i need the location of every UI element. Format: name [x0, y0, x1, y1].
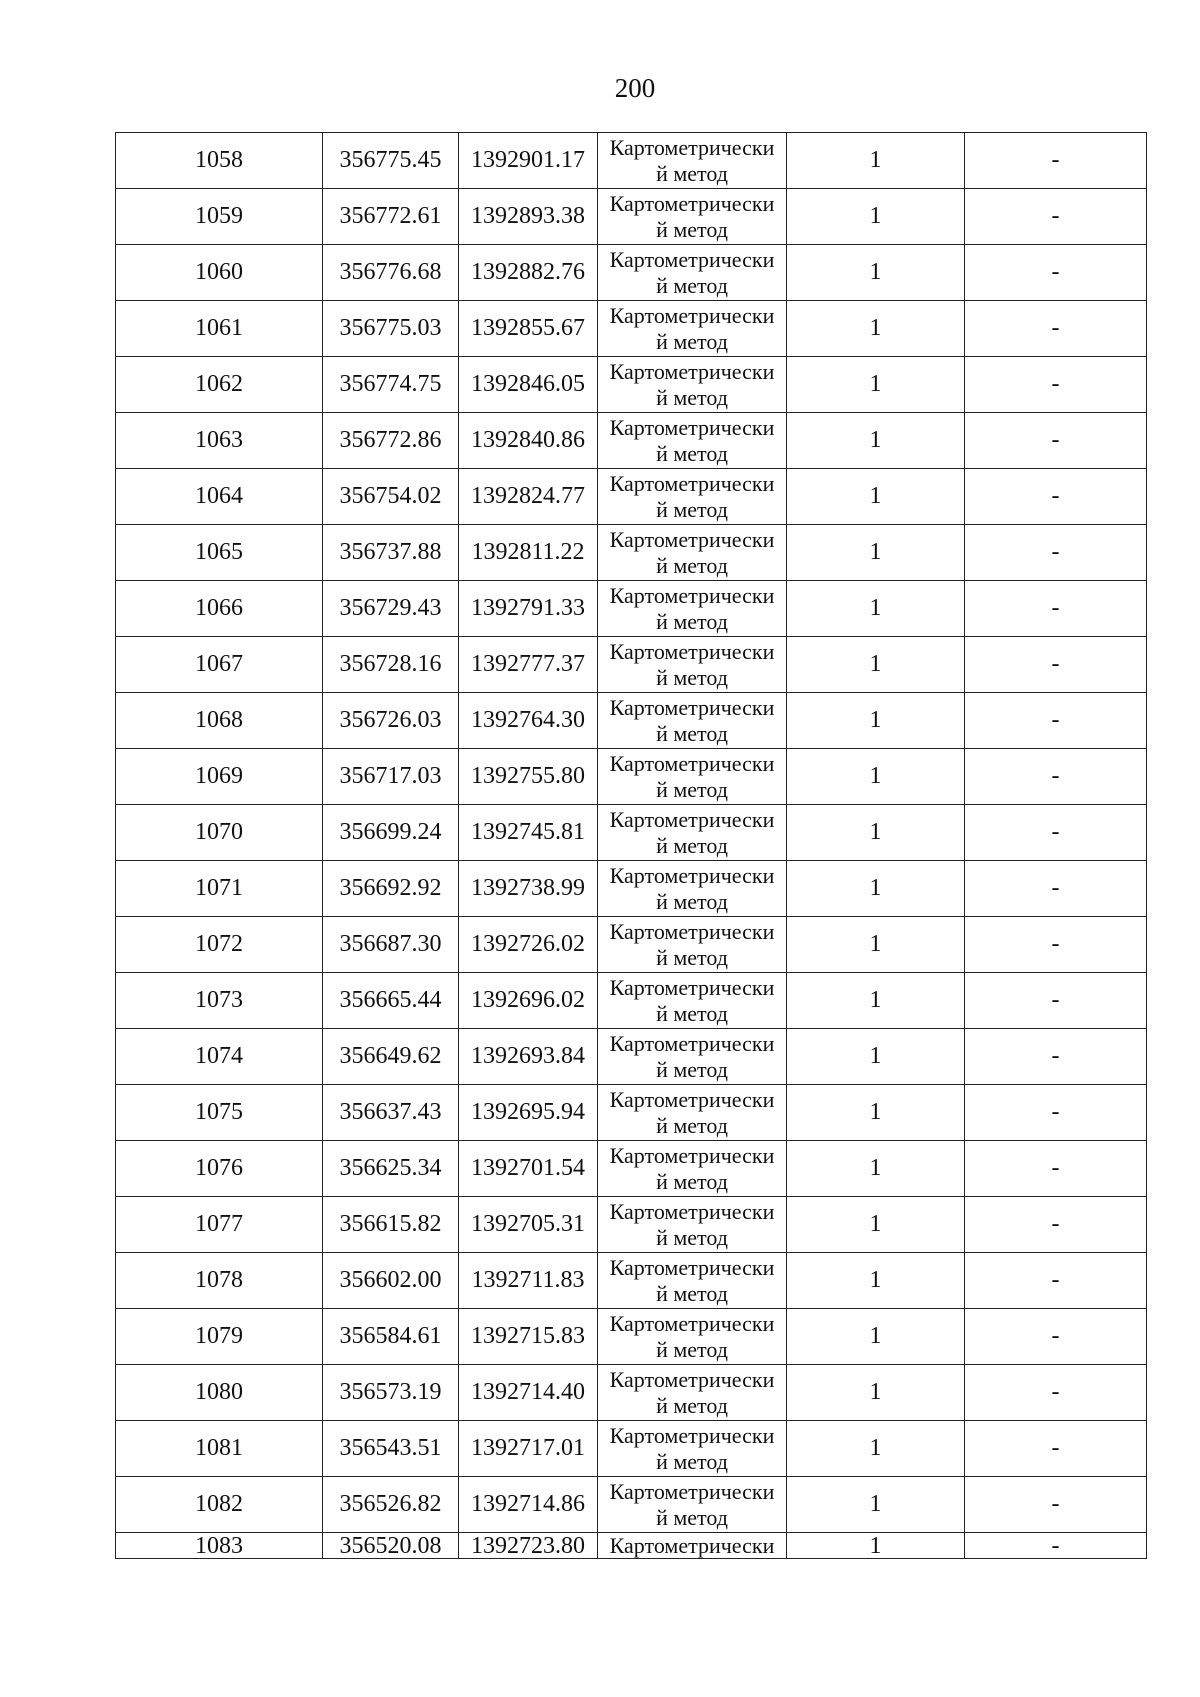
- table-row: [116, 189, 1147, 245]
- method-cell: [598, 1141, 787, 1197]
- method-cell: [598, 133, 787, 189]
- method-line-1: Картометрически: [609, 190, 775, 216]
- point-number-cell: 1063: [116, 413, 323, 469]
- table-row: [116, 637, 1147, 693]
- method-line-1: Картометрически: [609, 470, 775, 496]
- method-line-2: й метод: [656, 552, 728, 578]
- table-row: [116, 1421, 1147, 1477]
- y-coordinate-cell: 1392840.86: [459, 413, 598, 469]
- point-number-cell: 1076: [116, 1141, 323, 1197]
- note-cell: -: [965, 133, 1147, 189]
- note-cell: -: [965, 1309, 1147, 1365]
- method-cell: [598, 413, 787, 469]
- point-number-cell: 1067: [116, 637, 323, 693]
- method-cell: [598, 1365, 787, 1421]
- method-cell: [598, 189, 787, 245]
- accuracy-cell: 1: [787, 301, 965, 357]
- x-coordinate-cell: 356615.82: [323, 1197, 459, 1253]
- method-line-1: Картометрически: [609, 806, 775, 832]
- table-row: [116, 1477, 1147, 1533]
- method-cell: [598, 1085, 787, 1141]
- note-cell: -: [965, 1253, 1147, 1309]
- point-number-cell: 1072: [116, 917, 323, 973]
- table-row: [116, 1365, 1147, 1421]
- point-number-cell: 1062: [116, 357, 323, 413]
- method-line-2: й метод: [656, 384, 728, 410]
- accuracy-cell: 1: [787, 581, 965, 637]
- y-coordinate-cell: 1392715.83: [459, 1309, 598, 1365]
- x-coordinate-cell: 356520.08: [323, 1533, 459, 1559]
- method-line-2: й метод: [656, 216, 728, 242]
- method-line-2: й метод: [656, 832, 728, 858]
- method-line-1: Картометрически: [609, 638, 775, 664]
- page-number: 200: [614, 73, 656, 103]
- point-number-cell: 1064: [116, 469, 323, 525]
- method-line-2: й метод: [656, 720, 728, 746]
- x-coordinate-cell: 356526.82: [323, 1477, 459, 1533]
- note-cell: -: [965, 469, 1147, 525]
- accuracy-cell: 1: [787, 413, 965, 469]
- y-coordinate-cell: 1392764.30: [459, 693, 598, 749]
- method-line-1: Картометрически: [609, 302, 775, 328]
- x-coordinate-cell: 356665.44: [323, 973, 459, 1029]
- method-cell: [598, 301, 787, 357]
- x-coordinate-cell: 356602.00: [323, 1253, 459, 1309]
- note-cell: -: [965, 1533, 1147, 1559]
- x-coordinate-cell: 356717.03: [323, 749, 459, 805]
- note-cell: -: [965, 693, 1147, 749]
- accuracy-cell: 1: [787, 1141, 965, 1197]
- accuracy-cell: 1: [787, 1477, 965, 1533]
- method-line-2: й метод: [656, 1392, 728, 1418]
- method-cell: [598, 861, 787, 917]
- y-coordinate-cell: 1392777.37: [459, 637, 598, 693]
- x-coordinate-cell: 356573.19: [323, 1365, 459, 1421]
- x-coordinate-cell: 356754.02: [323, 469, 459, 525]
- x-coordinate-cell: 356649.62: [323, 1029, 459, 1085]
- method-cell: [598, 581, 787, 637]
- y-coordinate-cell: 1392882.76: [459, 245, 598, 301]
- method-line-2: й метод: [656, 944, 728, 970]
- method-line-2: й метод: [656, 608, 728, 634]
- x-coordinate-cell: 356692.92: [323, 861, 459, 917]
- point-number-cell: 1075: [116, 1085, 323, 1141]
- x-coordinate-cell: 356584.61: [323, 1309, 459, 1365]
- table-row: [116, 357, 1147, 413]
- point-number-cell: 1083: [116, 1533, 323, 1559]
- accuracy-cell: 1: [787, 917, 965, 973]
- x-coordinate-cell: 356737.88: [323, 525, 459, 581]
- method-cell: [598, 1533, 787, 1559]
- accuracy-cell: 1: [787, 1365, 965, 1421]
- x-coordinate-cell: 356543.51: [323, 1421, 459, 1477]
- point-number-cell: 1081: [116, 1421, 323, 1477]
- method-line-2: й метод: [656, 1168, 728, 1194]
- method-line-1: Картометрически: [609, 1086, 775, 1112]
- y-coordinate-cell: 1392811.22: [459, 525, 598, 581]
- method-line-1: Картометрически: [609, 1142, 775, 1168]
- y-coordinate-cell: 1392755.80: [459, 749, 598, 805]
- point-number-cell: 1073: [116, 973, 323, 1029]
- accuracy-cell: 1: [787, 1533, 965, 1559]
- method-line-2: й метод: [656, 1056, 728, 1082]
- note-cell: -: [965, 637, 1147, 693]
- table-row: [116, 301, 1147, 357]
- table-row: [116, 1309, 1147, 1365]
- method-line-1: Картометрически: [609, 1478, 775, 1504]
- y-coordinate-cell: 1392695.94: [459, 1085, 598, 1141]
- point-number-cell: 1074: [116, 1029, 323, 1085]
- table-row: [116, 1141, 1147, 1197]
- accuracy-cell: 1: [787, 1029, 965, 1085]
- accuracy-cell: 1: [787, 1253, 965, 1309]
- y-coordinate-cell: 1392693.84: [459, 1029, 598, 1085]
- point-number-cell: 1077: [116, 1197, 323, 1253]
- method-cell: [598, 973, 787, 1029]
- note-cell: -: [965, 1141, 1147, 1197]
- method-cell: [598, 1309, 787, 1365]
- method-cell: [598, 1197, 787, 1253]
- method-line-1: Картометрически: [609, 918, 775, 944]
- method-line-1: Картометрически: [609, 862, 775, 888]
- method-line-2: й метод: [656, 1224, 728, 1250]
- method-line-2: й метод: [656, 328, 728, 354]
- coordinates-table: [115, 132, 1147, 1559]
- accuracy-cell: 1: [787, 245, 965, 301]
- y-coordinate-cell: 1392726.02: [459, 917, 598, 973]
- method-cell: [598, 1029, 787, 1085]
- method-line-2: й метод: [656, 1336, 728, 1362]
- note-cell: -: [965, 917, 1147, 973]
- note-cell: -: [965, 1085, 1147, 1141]
- point-number-cell: 1070: [116, 805, 323, 861]
- accuracy-cell: 1: [787, 805, 965, 861]
- method-line-1: Картометрически: [609, 1533, 775, 1558]
- point-number-cell: 1069: [116, 749, 323, 805]
- y-coordinate-cell: 1392717.01: [459, 1421, 598, 1477]
- table-row: [116, 1533, 1147, 1559]
- method-line-1: Картометрически: [609, 1422, 775, 1448]
- y-coordinate-cell: 1392791.33: [459, 581, 598, 637]
- method-line-2: й метод: [656, 888, 728, 914]
- method-cell: [598, 805, 787, 861]
- x-coordinate-cell: 356775.03: [323, 301, 459, 357]
- y-coordinate-cell: 1392711.83: [459, 1253, 598, 1309]
- table-row: [116, 469, 1147, 525]
- accuracy-cell: 1: [787, 189, 965, 245]
- method-cell: [598, 749, 787, 805]
- point-number-cell: 1058: [116, 133, 323, 189]
- method-cell: [598, 917, 787, 973]
- method-line-1: Картометрически: [609, 974, 775, 1000]
- table-row: [116, 1197, 1147, 1253]
- x-coordinate-cell: 356776.68: [323, 245, 459, 301]
- accuracy-cell: 1: [787, 1085, 965, 1141]
- table-row: [116, 133, 1147, 189]
- y-coordinate-cell: 1392723.80: [459, 1533, 598, 1559]
- point-number-cell: 1080: [116, 1365, 323, 1421]
- note-cell: -: [965, 1421, 1147, 1477]
- x-coordinate-cell: 356728.16: [323, 637, 459, 693]
- method-line-2: й метод: [656, 1280, 728, 1306]
- note-cell: -: [965, 1365, 1147, 1421]
- table-body: [116, 133, 1147, 1559]
- note-cell: -: [965, 1197, 1147, 1253]
- method-line-1: Картометрически: [609, 750, 775, 776]
- point-number-cell: 1068: [116, 693, 323, 749]
- accuracy-cell: 1: [787, 693, 965, 749]
- x-coordinate-cell: 356625.34: [323, 1141, 459, 1197]
- method-line-1: Картометрически: [609, 414, 775, 440]
- note-cell: -: [965, 525, 1147, 581]
- table-row: [116, 1253, 1147, 1309]
- table-row: [116, 693, 1147, 749]
- point-number-cell: 1061: [116, 301, 323, 357]
- method-cell: [598, 1253, 787, 1309]
- table-row: [116, 245, 1147, 301]
- y-coordinate-cell: 1392738.99: [459, 861, 598, 917]
- table-row: [116, 581, 1147, 637]
- x-coordinate-cell: 356729.43: [323, 581, 459, 637]
- y-coordinate-cell: 1392701.54: [459, 1141, 598, 1197]
- point-number-cell: 1071: [116, 861, 323, 917]
- method-line-1: Картометрически: [609, 582, 775, 608]
- method-line-2: й метод: [656, 440, 728, 466]
- method-line-1: Картометрически: [609, 1030, 775, 1056]
- point-number-cell: 1059: [116, 189, 323, 245]
- note-cell: -: [965, 245, 1147, 301]
- method-cell: [598, 357, 787, 413]
- table-row: [116, 1085, 1147, 1141]
- method-line-1: Картометрически: [609, 1198, 775, 1224]
- method-line-2: й метод: [656, 1448, 728, 1474]
- x-coordinate-cell: 356699.24: [323, 805, 459, 861]
- point-number-cell: 1078: [116, 1253, 323, 1309]
- accuracy-cell: 1: [787, 525, 965, 581]
- table-row: [116, 525, 1147, 581]
- method-cell: [598, 693, 787, 749]
- accuracy-cell: 1: [787, 1421, 965, 1477]
- y-coordinate-cell: 1392824.77: [459, 469, 598, 525]
- method-line-1: Картометрически: [609, 358, 775, 384]
- note-cell: -: [965, 1477, 1147, 1533]
- point-number-cell: 1079: [116, 1309, 323, 1365]
- accuracy-cell: 1: [787, 469, 965, 525]
- method-line-1: Картометрически: [609, 1366, 775, 1392]
- accuracy-cell: 1: [787, 1197, 965, 1253]
- point-number-cell: 1065: [116, 525, 323, 581]
- method-line-2: й метод: [656, 1000, 728, 1026]
- x-coordinate-cell: 356726.03: [323, 693, 459, 749]
- method-line-1: Картометрически: [609, 1254, 775, 1280]
- table-row: [116, 805, 1147, 861]
- note-cell: -: [965, 301, 1147, 357]
- method-cell: [598, 1477, 787, 1533]
- accuracy-cell: 1: [787, 357, 965, 413]
- point-number-cell: 1060: [116, 245, 323, 301]
- method-line-1: Картометрически: [609, 134, 775, 160]
- method-line-2: й метод: [656, 776, 728, 802]
- method-cell: [598, 1421, 787, 1477]
- method-line-1: Картометрически: [609, 694, 775, 720]
- x-coordinate-cell: 356772.61: [323, 189, 459, 245]
- y-coordinate-cell: 1392901.17: [459, 133, 598, 189]
- accuracy-cell: 1: [787, 1309, 965, 1365]
- x-coordinate-cell: 356775.45: [323, 133, 459, 189]
- table-row: [116, 1029, 1147, 1085]
- table-row: [116, 413, 1147, 469]
- method-line-2: й метод: [656, 664, 728, 690]
- note-cell: -: [965, 1029, 1147, 1085]
- method-line-2: й метод: [656, 272, 728, 298]
- accuracy-cell: 1: [787, 133, 965, 189]
- x-coordinate-cell: 356687.30: [323, 917, 459, 973]
- note-cell: -: [965, 861, 1147, 917]
- note-cell: -: [965, 749, 1147, 805]
- point-number-cell: 1066: [116, 581, 323, 637]
- x-coordinate-cell: 356637.43: [323, 1085, 459, 1141]
- accuracy-cell: 1: [787, 637, 965, 693]
- note-cell: -: [965, 189, 1147, 245]
- method-line-2: й метод: [656, 496, 728, 522]
- y-coordinate-cell: 1392855.67: [459, 301, 598, 357]
- method-cell: [598, 525, 787, 581]
- note-cell: -: [965, 357, 1147, 413]
- y-coordinate-cell: 1392696.02: [459, 973, 598, 1029]
- y-coordinate-cell: 1392893.38: [459, 189, 598, 245]
- x-coordinate-cell: 356774.75: [323, 357, 459, 413]
- table-row: [116, 861, 1147, 917]
- note-cell: -: [965, 973, 1147, 1029]
- method-line-2: й метод: [656, 1504, 728, 1530]
- method-line-1: Картометрически: [609, 526, 775, 552]
- method-line-1: Картометрически: [609, 1310, 775, 1336]
- accuracy-cell: 1: [787, 749, 965, 805]
- method-cell: [598, 245, 787, 301]
- y-coordinate-cell: 1392846.05: [459, 357, 598, 413]
- accuracy-cell: 1: [787, 861, 965, 917]
- method-line-1: Картометрически: [609, 246, 775, 272]
- method-cell: [598, 469, 787, 525]
- method-line-2: й метод: [656, 160, 728, 186]
- y-coordinate-cell: 1392714.40: [459, 1365, 598, 1421]
- y-coordinate-cell: 1392745.81: [459, 805, 598, 861]
- table-row: [116, 917, 1147, 973]
- y-coordinate-cell: 1392705.31: [459, 1197, 598, 1253]
- y-coordinate-cell: 1392714.86: [459, 1477, 598, 1533]
- method-line-2: й метод: [656, 1112, 728, 1138]
- note-cell: -: [965, 581, 1147, 637]
- method-cell: [598, 637, 787, 693]
- point-number-cell: 1082: [116, 1477, 323, 1533]
- accuracy-cell: 1: [787, 973, 965, 1029]
- x-coordinate-cell: 356772.86: [323, 413, 459, 469]
- note-cell: -: [965, 413, 1147, 469]
- note-cell: -: [965, 805, 1147, 861]
- table-row: [116, 749, 1147, 805]
- table-row: [116, 973, 1147, 1029]
